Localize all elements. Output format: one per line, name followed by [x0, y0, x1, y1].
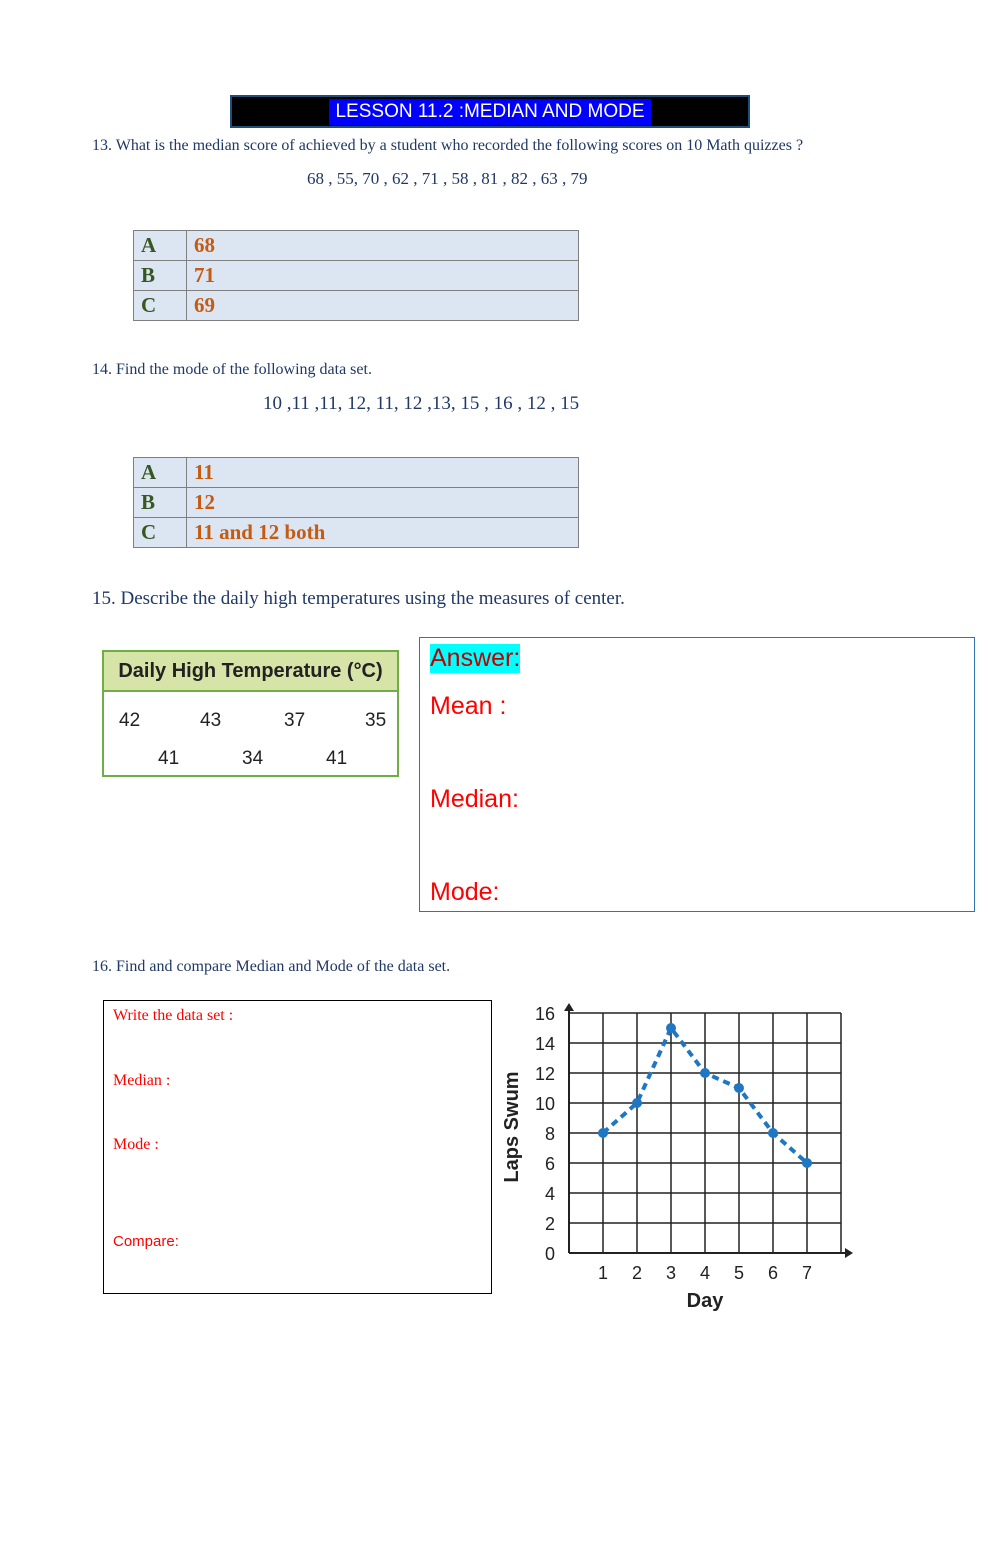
median-label: Median : [113, 1072, 171, 1089]
y-axis-label: Laps Swum [501, 1071, 523, 1183]
y-tick-label: 12 [534, 1064, 555, 1084]
q14-question: 14. Find the mode of the following data set. [92, 361, 372, 378]
mode-label: Mode: [430, 878, 500, 906]
option-row[interactable] [134, 291, 579, 321]
option-value: 12 [187, 488, 579, 518]
temperature-table [102, 650, 399, 777]
data-point [598, 1128, 608, 1138]
x-tick-label: 6 [767, 1263, 779, 1283]
mean-label: Mean : [430, 692, 507, 720]
option-row[interactable] [134, 231, 579, 261]
laps-swum-chart [495, 995, 855, 1320]
y-tick-label: 14 [534, 1034, 555, 1054]
temp-value: 42 [119, 710, 141, 731]
y-tick-label: 6 [544, 1154, 555, 1174]
data-point [802, 1158, 812, 1168]
y-tick-label: 0 [544, 1244, 555, 1264]
y-tick-label: 16 [534, 1004, 555, 1024]
temp-value: 35 [365, 710, 387, 731]
q14-data: 10 ,11 ,11, 12, 11, 12 ,13, 15 , 16 , 12 , 15 [263, 393, 580, 414]
x-axis-label: Day [686, 1290, 724, 1312]
x-tick-label: 2 [631, 1263, 643, 1283]
q13-question: 13. What is the median score of achieved by a student who recorded the following scores on 10 Math quizzes ? [92, 137, 804, 154]
option-row[interactable] [134, 488, 579, 518]
data-point [734, 1083, 744, 1093]
option-letter: A [134, 458, 187, 488]
q14-options [133, 457, 579, 548]
mode-label: Mode : [113, 1136, 159, 1153]
median-label: Median: [430, 785, 519, 813]
temp-value: 37 [284, 710, 306, 731]
temp-value: 41 [158, 748, 180, 769]
temperature-table-title: Daily High Temperature (°C) [104, 652, 397, 692]
data-point [666, 1023, 676, 1033]
option-row[interactable] [134, 261, 579, 291]
write-data-label: Write the data set : [113, 1007, 234, 1024]
option-value: 69 [187, 291, 579, 321]
y-axis-arrow [564, 1003, 574, 1011]
option-letter: A [134, 231, 187, 261]
option-letter: B [134, 261, 187, 291]
q13-data: 68 , 55, 70 , 62 , 71 , 58 , 81 , 82 , 63 , 79 [307, 169, 588, 188]
chart-grid [569, 1013, 841, 1253]
option-row[interactable] [134, 458, 579, 488]
option-letter: B [134, 488, 187, 518]
answer-box[interactable] [419, 637, 975, 912]
data-point [768, 1128, 778, 1138]
q15-question: 15. Describe the daily high temperatures using the measures of center. [92, 588, 625, 609]
x-tick-label: 3 [665, 1263, 677, 1283]
option-value: 71 [187, 261, 579, 291]
lesson-title-bar [230, 95, 750, 128]
option-value: 68 [187, 231, 579, 261]
x-axis-arrow [845, 1248, 853, 1258]
lesson-title: LESSON 11.2 :MEDIAN AND MODE [329, 99, 650, 125]
x-tick-label: 7 [801, 1263, 813, 1283]
data-point [632, 1098, 642, 1108]
y-tick-label: 10 [534, 1094, 555, 1114]
option-letter: C [134, 291, 187, 321]
temp-value: 43 [200, 710, 222, 731]
option-value: 11 [187, 458, 579, 488]
y-tick-label: 4 [544, 1184, 555, 1204]
temp-value: 34 [242, 748, 264, 769]
work-box[interactable] [103, 1000, 492, 1294]
x-tick-label: 4 [699, 1263, 711, 1283]
data-point [700, 1068, 710, 1078]
option-value: 11 and 12 both [187, 518, 579, 548]
q16-question: 16. Find and compare Median and Mode of the data set. [92, 958, 451, 975]
option-letter: C [134, 518, 187, 548]
q13-options [133, 230, 579, 321]
x-tick-label: 5 [733, 1263, 745, 1283]
y-tick-label: 2 [544, 1214, 555, 1234]
y-tick-label: 8 [544, 1124, 555, 1144]
x-tick-label: 1 [597, 1263, 609, 1283]
option-row[interactable] [134, 518, 579, 548]
compare-label: Compare: [113, 1233, 179, 1250]
answer-label: Answer: [430, 644, 521, 672]
temp-value: 41 [326, 748, 348, 769]
